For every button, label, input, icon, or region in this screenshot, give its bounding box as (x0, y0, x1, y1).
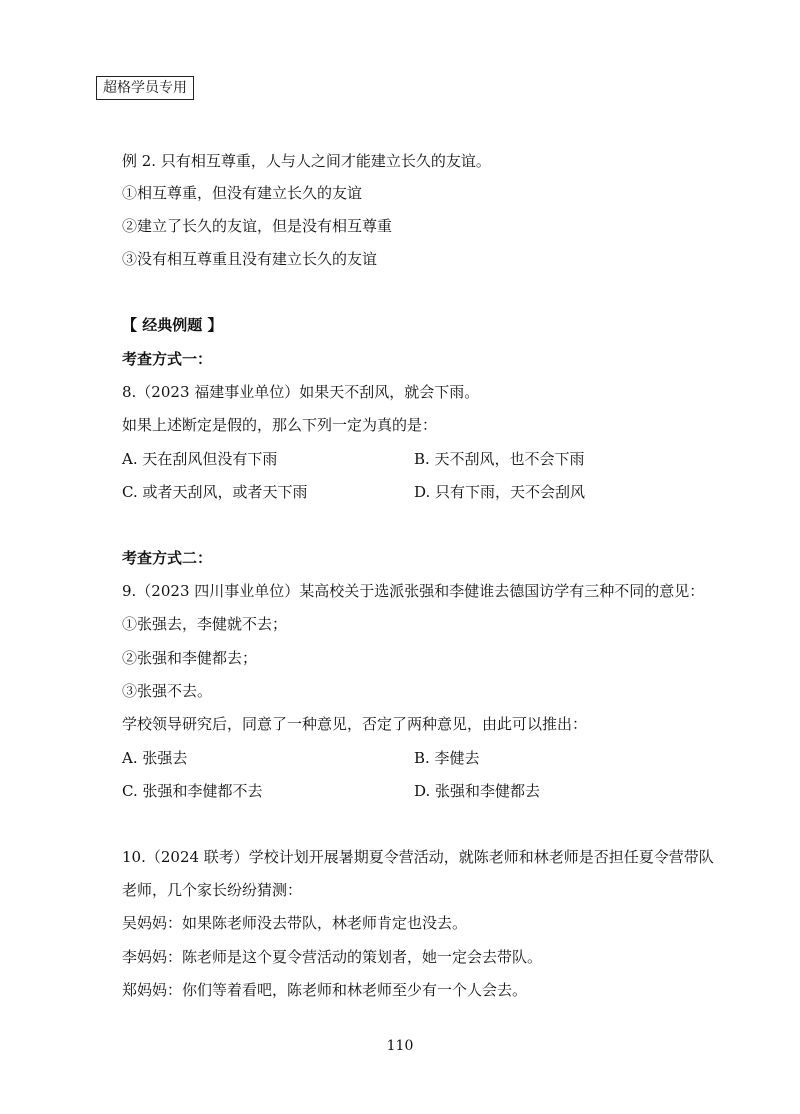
q8-option-c: C. 或者天刮风，或者天下雨 (122, 483, 308, 501)
q9-item-2: ②张强和李健都去； (122, 649, 258, 667)
method1-heading: 考查方式一： (122, 350, 213, 368)
page-number: 110 (386, 1038, 414, 1054)
method2-heading: 考查方式二： (122, 549, 213, 567)
q10-statement-wu: 吴妈妈：如果陈老师没去带队，林老师肯定也没去。 (122, 914, 468, 932)
q8-option-d: D. 只有下雨，天不会刮风 (414, 483, 586, 501)
course-stamp: 超格学员专用 (96, 76, 194, 100)
example2-stem: 例 2. 只有相互尊重，人与人之间才能建立长久的友谊。 (122, 152, 491, 170)
q9-option-b: B. 李健去 (414, 749, 480, 767)
q8-stem: 8.（2023 福建事业单位）如果天不刮风，就会下雨。 (122, 383, 480, 401)
q9-item-1: ①张强去，李健就不去； (122, 615, 288, 633)
q9-stem: 9.（2023 四川事业单位）某高校关于选派张强和李健谁去德国访学有三种不同的意见： (122, 582, 705, 600)
q9-option-c: C. 张强和李健都不去 (122, 782, 263, 800)
example2-item-3: ③没有相互尊重且没有建立长久的友谊 (122, 250, 378, 268)
q10-stem-line2: 老师，几个家长纷纷猜测： (122, 881, 303, 899)
q8-prompt: 如果上述断定是假的，那么下列一定为真的是： (122, 416, 438, 434)
q8-option-b: B. 天不刮风，也不会下雨 (414, 450, 585, 468)
q10-stem-line1: 10.（2024 联考）学校计划开展暑期夏令营活动，就陈老师和林老师是否担任夏令营带队 (122, 848, 714, 866)
section-title: 【 经典例题 】 (122, 316, 223, 334)
q10-statement-zheng: 郑妈妈：你们等着看吧，陈老师和林老师至少有一个人会去。 (122, 981, 528, 999)
q10-statement-li: 李妈妈：陈老师是这个夏令营活动的策划者，她一定会去带队。 (122, 948, 543, 966)
q9-item-3: ③张强不去。 (122, 682, 213, 700)
q9-option-d: D. 张强和李健都去 (414, 782, 541, 800)
q9-option-a: A. 张强去 (122, 749, 188, 767)
example2-item-2: ②建立了长久的友谊，但是没有相互尊重 (122, 217, 393, 235)
example2-item-1: ①相互尊重，但没有建立长久的友谊 (122, 184, 363, 202)
q8-option-a: A. 天在刮风但没有下雨 (122, 450, 278, 468)
q9-prompt: 学校领导研究后，同意了一种意见，否定了两种意见，由此可以推出： (122, 715, 588, 733)
